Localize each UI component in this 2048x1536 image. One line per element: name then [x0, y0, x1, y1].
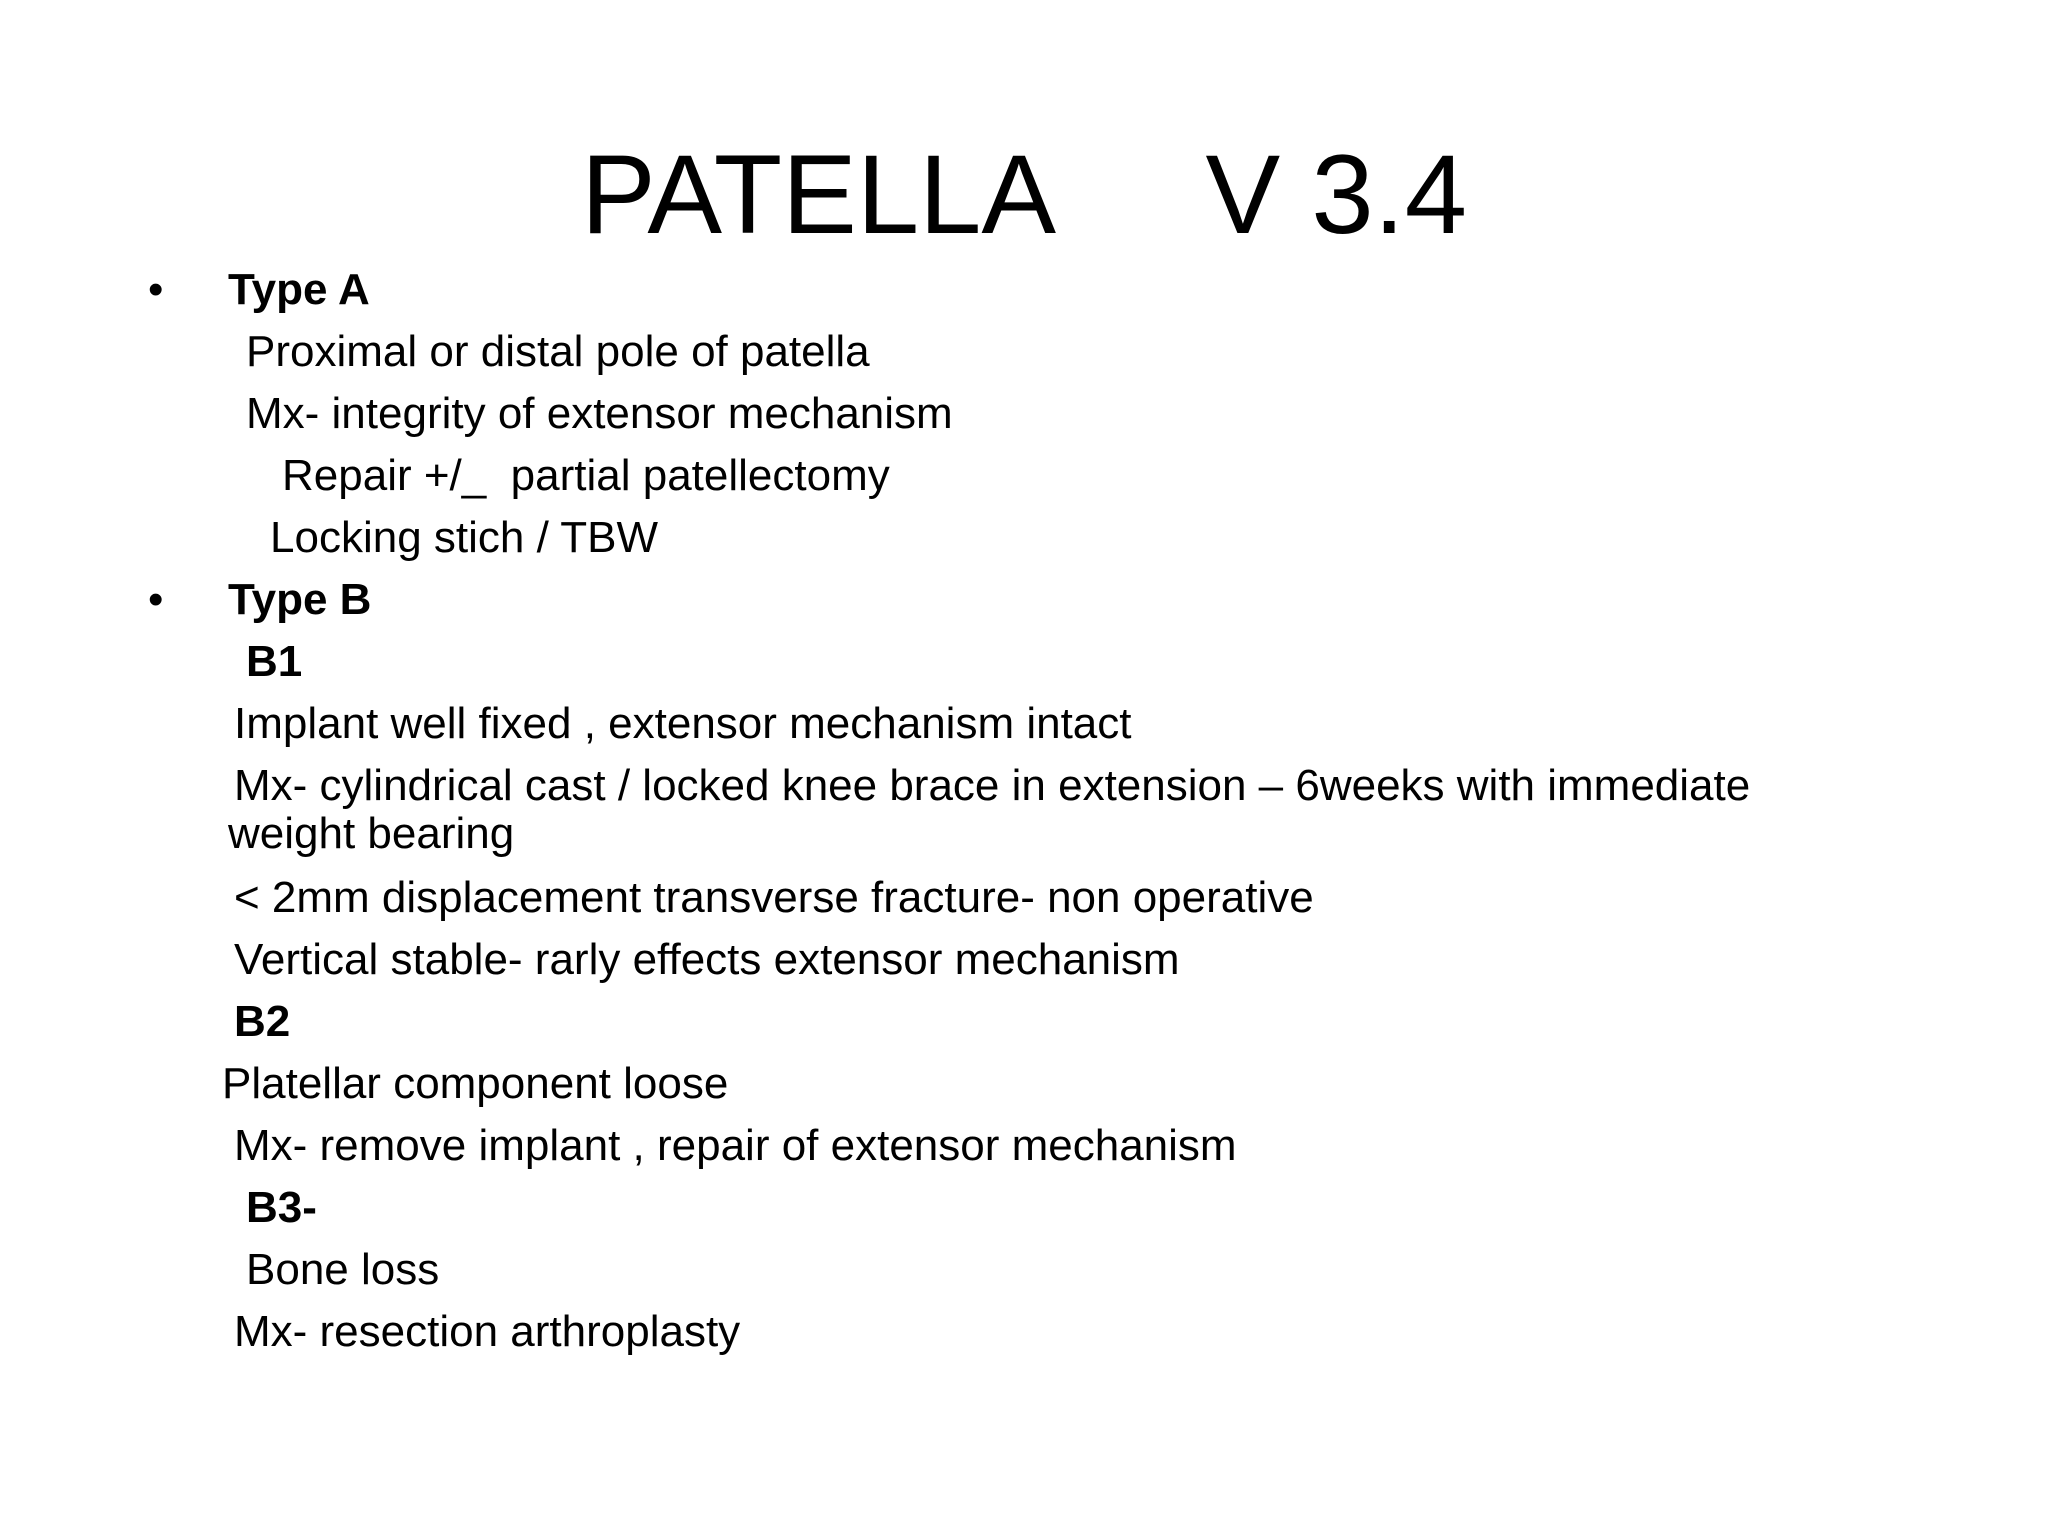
heading-type-a: Type A [228, 265, 370, 314]
text-type-a-locking: Locking stich / TBW [270, 513, 658, 562]
text-b1-management: Mx- cylindrical cast / locked knee brace in extension – 6weeks with immediate [234, 761, 1751, 810]
text-b3-management: Mx- resection arthroplasty [234, 1307, 741, 1356]
text-type-a-repair: Repair +/_ partial patellectomy [282, 451, 890, 500]
slide-title: PATELLA V 3.4 [580, 132, 1468, 257]
heading-type-b: Type B [228, 575, 372, 624]
text-b3-description: Bone loss [246, 1245, 440, 1294]
text-b1-vertical: Vertical stable- rarly effects extensor mechanism [234, 935, 1180, 984]
text-type-a-management: Mx- integrity of extensor mechanism [246, 389, 953, 438]
text-b2-management: Mx- remove implant , repair of extensor mechanism [234, 1121, 1237, 1170]
subheading-b2: B2 [234, 997, 291, 1046]
bullet-type-a: • [148, 265, 164, 314]
subheading-b3: B3- [246, 1183, 317, 1232]
text-b1-displacement: < 2mm displacement transverse fracture- non operative [234, 873, 1314, 922]
text-b1-management-cont: weight bearing [228, 809, 515, 858]
text-b2-description: Platellar component loose [222, 1059, 729, 1108]
text-type-a-location: Proximal or distal pole of patella [246, 327, 870, 376]
bullet-type-b: • [148, 575, 164, 624]
subheading-b1: B1 [246, 637, 303, 686]
text-b1-description: Implant well fixed , extensor mechanism intact [234, 699, 1132, 748]
